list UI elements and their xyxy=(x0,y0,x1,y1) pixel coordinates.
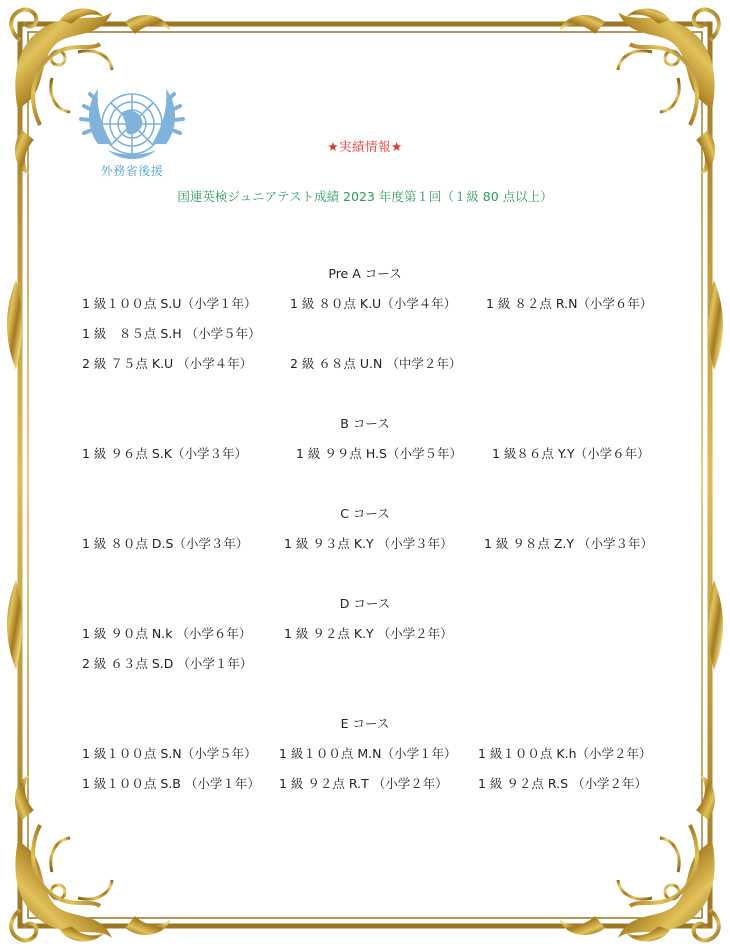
result-entry: 1 級 ９９点 H.S（小学５年） xyxy=(296,446,462,461)
result-row xyxy=(0,294,730,312)
result-entry: 1 級 ８０点 D.S（小学３年） xyxy=(82,536,249,551)
result-row xyxy=(0,744,730,762)
result-entry: 1 級 ９０点 N.k （小学６年） xyxy=(82,626,252,641)
result-entry: 1 級１００点 M.N（小学１年） xyxy=(279,746,457,761)
result-entry: 1 級 ８２点 R.N（小学６年） xyxy=(486,296,653,311)
course-title-c: C コース xyxy=(340,506,390,521)
course-title-b: B コース xyxy=(340,416,390,431)
result-entry: 1 級１００点 K.h（小学２年） xyxy=(478,746,652,761)
result-entry: 2 級 ６８点 U.N （中学２年） xyxy=(290,356,462,371)
result-row xyxy=(0,354,730,372)
course-title-e: E コース xyxy=(340,716,390,731)
result-row xyxy=(0,534,730,552)
result-entry: 1 級 ９２点 K.Y （小学２年） xyxy=(284,626,453,641)
result-row xyxy=(0,444,730,462)
result-entry: 1 級 ９２点 R.S （小学２年） xyxy=(478,776,647,791)
result-row xyxy=(0,324,730,342)
result-entry: 1 級１００点 S.B （小学１年） xyxy=(82,776,260,791)
result-entry: 1 級 ８０点 K.U（小学４年） xyxy=(290,296,457,311)
corner-ornament-bottom-left xyxy=(11,775,170,942)
result-entry: 1 級 ９８点 Z.Y （小学３年） xyxy=(484,536,654,551)
result-entry: 1 級 ９３点 K.Y （小学３年） xyxy=(284,536,453,551)
course-title-pre-a: Pre A コース xyxy=(328,266,402,281)
result-entry: 1 級 ９２点 R.T （小学２年） xyxy=(279,776,448,791)
course-title-d: D コース xyxy=(339,596,391,611)
result-entry: 1 級 ８５点 S.H （小学５年） xyxy=(82,326,261,341)
result-entry: 1 級１００点 S.U（小学１年） xyxy=(82,296,257,311)
result-row xyxy=(0,774,730,792)
result-entry: 1 級 ９６点 S.K（小学３年） xyxy=(82,446,247,461)
corner-ornament-bottom-right xyxy=(560,775,719,942)
result-entry: 1 級１００点 S.N（小学５年） xyxy=(82,746,257,761)
results-subheadline: 国連英検ジュニアテスト成績 2023 年度第１回（１級 80 点以上） xyxy=(177,189,553,204)
sponsor-label: 外務省後援 xyxy=(100,164,164,178)
results-headline: ★実績情報★ xyxy=(327,139,403,154)
result-row xyxy=(0,654,730,672)
result-row xyxy=(0,624,730,642)
result-entry: 2 級 ７５点 K.U （小学４年） xyxy=(82,356,253,371)
result-entry: 1 級８６点 Y.Y（小学６年） xyxy=(492,446,650,461)
result-entry: 2 級 ６３点 S.D （小学１年） xyxy=(82,656,253,671)
